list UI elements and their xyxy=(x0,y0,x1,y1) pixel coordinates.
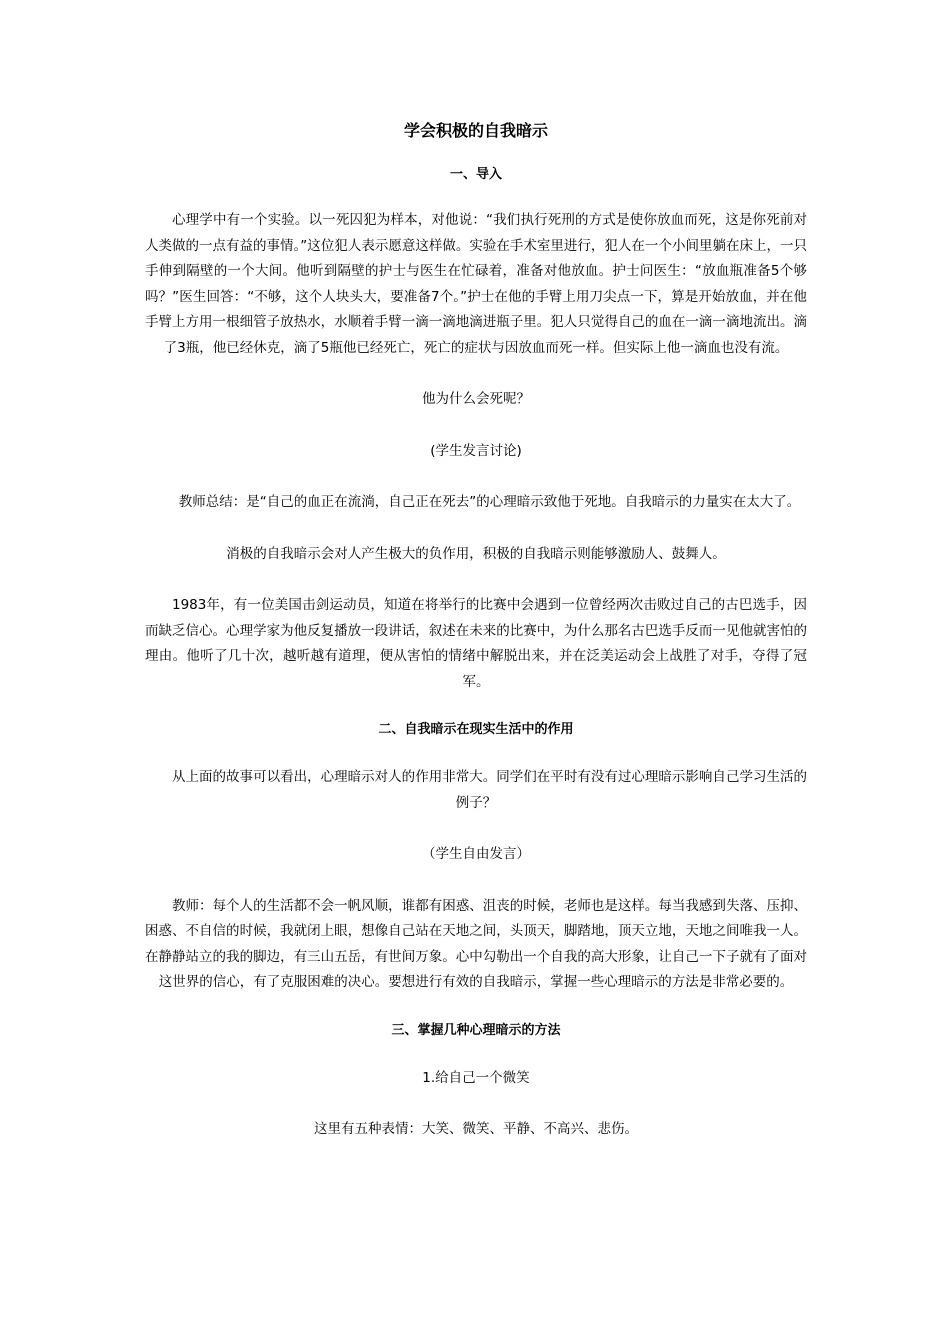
paragraph-fencer-story: 1983年，有一位美国击剑运动员，知道在将举行的比赛中会遇到一位曾经两次击败过自己的古巴选手，因而缺乏信心。心理学家为他反复播放一段讲话，叙述在未来的比赛中，为什么那名古巴选手反而一见他就害怕的理由。他听了几十次，越听越有道理，便从害怕的情绪中解脱出来，并在泛美运动会上战胜了对手，夺得了冠军。 xyxy=(145,597,807,690)
section-heading-daily-life: 二、自我暗示在现实生活中的作用 xyxy=(378,722,574,737)
paragraph-teacher-story: 教师：每个人的生活都不会一帆风顺，谁都有困惑、沮丧的时候，老师也是这样。每当我感到失落、压抑、困惑、不自信的时候，我就闭上眼，想像自己站在天地之间，头顶天，脚踏地，顶天立地，天地之间唯我一人。在静静站立的我的脚边，有三山五岳，有世间万象。心中勾勒出一个自我的高大形象，让自己一下子就有了面对这世界的信心，有了克服困难的决心。要想进行有效的自我暗示，掌握一些心理暗示的方法是非常必要的。 xyxy=(145,897,807,990)
paragraph-method-smile: 1.给自己一个微笑 xyxy=(422,1069,530,1086)
document-body xyxy=(145,121,807,1143)
section-heading-methods: 三、掌握几种心理暗示的方法 xyxy=(391,1022,561,1038)
paragraph-five-expressions: 这里有五种表情：大笑、微笑、平静、不高兴、悲伤。 xyxy=(314,1121,638,1137)
paragraph-free-speech: （学生自由发言） xyxy=(422,846,530,862)
paragraph-experiment: 心理学中有一个实验。以一死囚犯为样本，对他说：“我们执行死刑的方式是使你放血而死，这是你死前对人类做的一点有益的事情。”这位犯人表示愿意这样做。实验在手术室里进行，犯人在一个小间里躺在床上，一只手伸到隔壁的一个大间。他听到隔壁的护士与医生在忙碌着，准备对他放血。护士问医生：“放血瓶准备5个够吗？”医生回答：“不够，这个人块头大，要准备7个。”护士在他的手臂上用刀尖点一下，算是开始放血，并在他手臂上方用一根细管子放热水，水顺着手臂一滴一滴地滴进瓶子里。犯人只觉得自己的血在一滴一滴地流出。滴了3瓶，他已经休克，滴了5瓶他已经死亡，死亡的症状与因放血而死一样。但实际上他一滴血也没有流。 xyxy=(145,212,807,356)
paragraph-examples-question: 从上面的故事可以看出，心理暗示对人的作用非常大。同学们在平时有没有过心理暗示影响自己学习生活的例子？ xyxy=(172,769,807,811)
document-title: 学会积极的自我暗示 xyxy=(403,121,548,140)
paragraph-negative-positive: 消极的自我暗示会对人产生极大的负作用，积极的自我暗示则能够激励人、鼓舞人。 xyxy=(226,545,726,562)
paragraph-question: 他为什么会死呢？ xyxy=(422,391,530,407)
paragraph-student-discussion: (学生发言讨论) xyxy=(430,442,522,459)
paragraph-teacher-summary: 教师总结：是“自己的血正在流淌，自己正在死去”的心理暗示致他于死地。自我暗示的力量实在太大了。 xyxy=(178,494,801,510)
section-heading-intro: 一、导入 xyxy=(449,167,502,182)
